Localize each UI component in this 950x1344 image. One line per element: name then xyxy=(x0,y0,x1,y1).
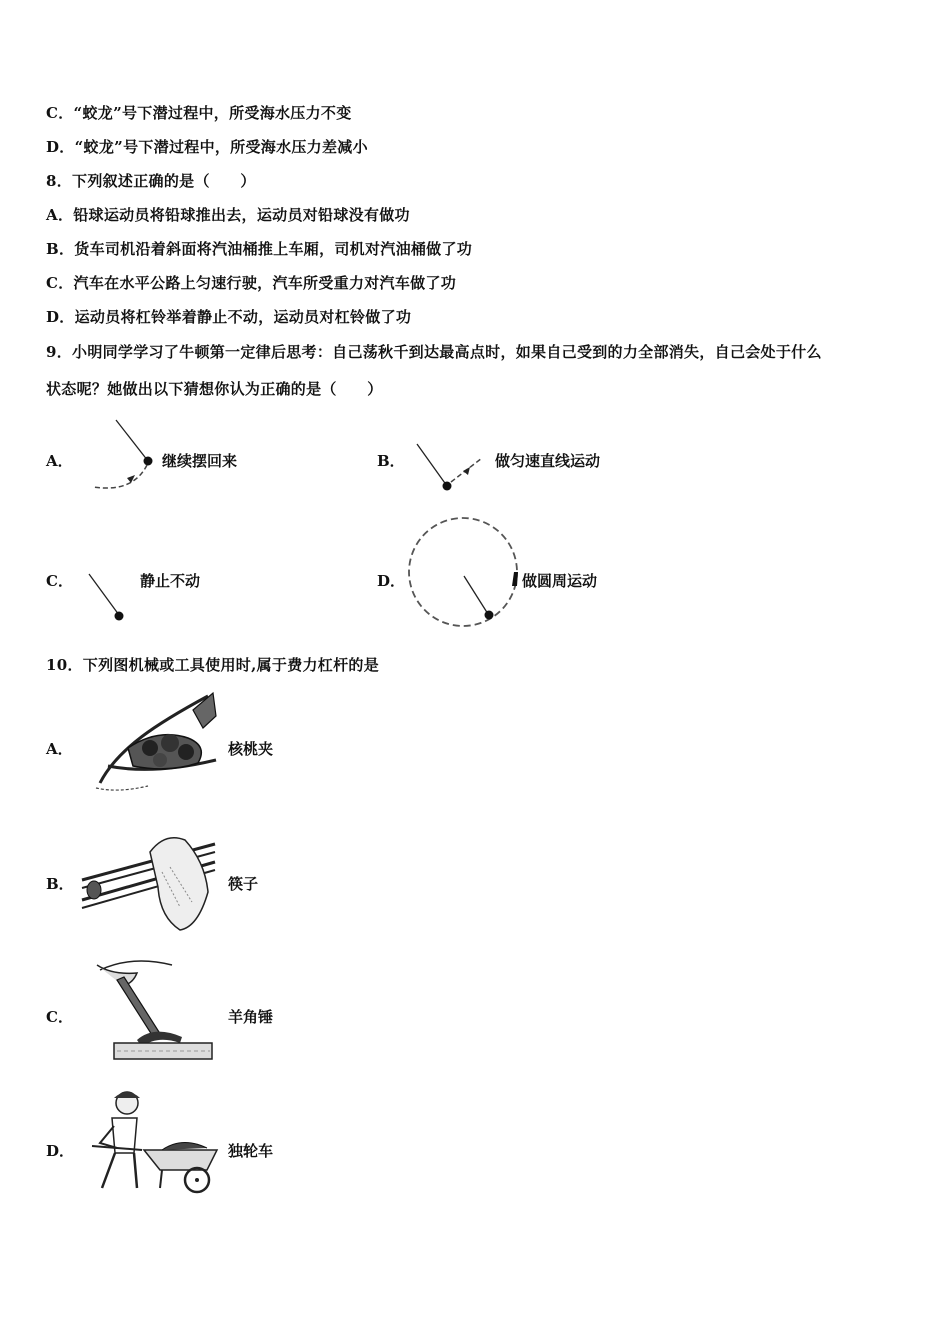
q10-option-a-text: 核桃夹 xyxy=(228,740,274,758)
q10-stem: 10．下列图机械或工具使用时,属于费力杠杆的是 xyxy=(46,656,379,674)
q10-option-a-letter: A． xyxy=(46,740,73,758)
q10-option-c-text: 羊角锤 xyxy=(228,1008,274,1026)
q9-option-a-text: 继续摆回来 xyxy=(162,452,238,470)
pendulum-straight-line-figure xyxy=(410,430,500,500)
q9-option-a-letter: A． xyxy=(46,452,73,470)
q9-stem-line2: 状态呢？她做出以下猜想你认为正确的是（ ） xyxy=(46,380,383,398)
q7-option-d: D．“蛟龙”号下潜过程中，所受海水压力差减小 xyxy=(46,138,368,156)
q9-option-b-letter: B． xyxy=(377,452,405,470)
q10-option-d-text: 独轮车 xyxy=(228,1142,274,1160)
q9-option-c-letter: C． xyxy=(46,572,73,590)
q9-stem-line1: 9．小明同学学习了牛顿第一定律后思考：自己荡秋千到达最高点时，如果自己受到的力全部消失，自己会处于什么 xyxy=(46,343,822,361)
q10-option-c-letter: C． xyxy=(46,1008,73,1026)
chopsticks-icon xyxy=(80,832,220,932)
q9-option-d-letter: D． xyxy=(377,572,406,590)
q10-option-d-letter: D． xyxy=(46,1142,75,1160)
nutcracker-icon xyxy=(88,688,223,798)
pendulum-swing-back-figure xyxy=(85,415,165,495)
q9-option-d-text: 做圆周运动 xyxy=(522,572,598,590)
q8-stem: 8．下列叙述正确的是（ ） xyxy=(46,172,256,190)
q8-option-c: C．汽车在水平公路上匀速行驶，汽车所受重力对汽车做了功 xyxy=(46,274,457,292)
q9-option-c-text: 静止不动 xyxy=(140,572,201,590)
wheelbarrow-icon xyxy=(82,1088,222,1198)
q8-option-b: B．货车司机沿着斜面将汽油桶推上车厢，司机对汽油桶做了功 xyxy=(46,240,473,258)
q8-option-a: A．铅球运动员将铅球推出去，运动员对铅球没有做功 xyxy=(46,206,410,224)
pendulum-at-rest-figure xyxy=(85,570,135,625)
q7-option-c: C．“蛟龙”号下潜过程中，所受海水压力不变 xyxy=(46,104,352,122)
claw-hammer-icon xyxy=(92,955,217,1067)
q8-option-d: D．运动员将杠铃举着静止不动，运动员对杠铃做了功 xyxy=(46,308,412,326)
q10-option-b-letter: B． xyxy=(46,875,74,893)
q10-option-b-text: 筷子 xyxy=(228,875,259,893)
q9-option-b-text: 做匀速直线运动 xyxy=(495,452,601,470)
pendulum-circular-motion-figure xyxy=(400,510,530,640)
